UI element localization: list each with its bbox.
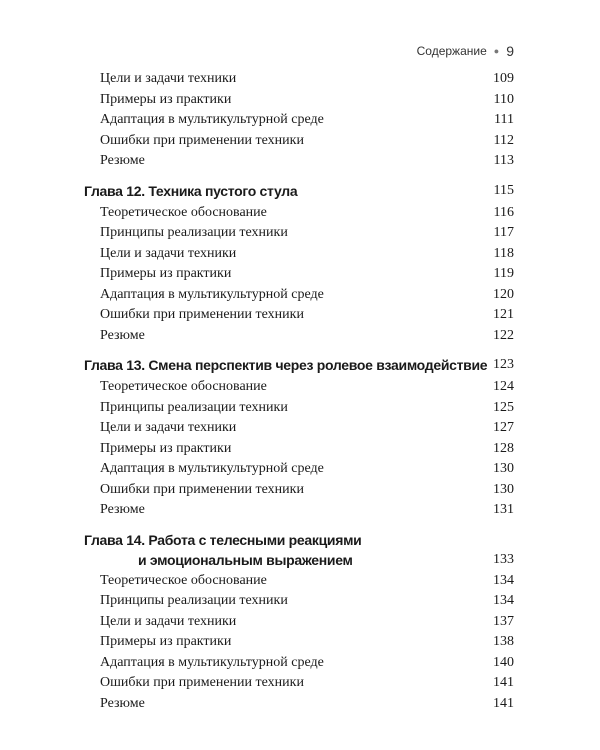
toc-page-number: 141 <box>493 675 514 690</box>
toc-entry-title: Адаптация в мультикультурной среде <box>100 286 324 302</box>
toc-entry <box>0 696 600 717</box>
toc-entry-title: Цели и задачи техники <box>100 245 237 261</box>
toc-page-number: 118 <box>493 245 514 261</box>
toc-page-number: 109 <box>493 71 514 86</box>
toc-entry <box>0 225 600 246</box>
toc-entry <box>0 675 600 696</box>
toc-entry <box>0 153 600 174</box>
toc-page-number: 138 <box>493 634 514 649</box>
toc-page-number: 127 <box>493 420 514 435</box>
toc-chapter-heading <box>0 183 600 204</box>
toc-page-number: 141 <box>493 695 514 711</box>
toc-entry-title: Резюме <box>100 502 145 517</box>
chapter-title: Глава 13. Смена перспектив через ролевое взаимодействие <box>84 357 488 373</box>
running-header <box>417 43 514 59</box>
toc-page-number: 125 <box>493 399 514 415</box>
toc-page-number: 140 <box>493 654 514 670</box>
chapter-title: Глава 14. Работа с телесными реакциями <box>84 531 362 548</box>
toc-entry-title: Резюме <box>100 695 145 711</box>
toc-entry-title: Адаптация в мультикультурной среде <box>100 112 324 127</box>
toc-entry-title: Примеры из практики <box>100 440 232 456</box>
toc-entry <box>0 92 600 113</box>
chapter-title-line2: и эмоциональным выражением <box>138 551 353 568</box>
toc-entry <box>0 71 600 92</box>
toc-entry <box>0 573 600 594</box>
toc-page-number: 116 <box>493 204 514 220</box>
separator-dot-icon: ● <box>493 46 500 56</box>
toc-entry-title: Ошибки при применении техники <box>100 481 304 497</box>
toc-page-number: 123 <box>493 357 514 372</box>
toc-entry-title: Примеры из практики <box>100 91 232 107</box>
toc-page-number: 113 <box>493 153 514 168</box>
toc-entry <box>0 461 600 482</box>
toc-page-number: 120 <box>493 286 514 302</box>
toc-entry <box>0 400 600 421</box>
toc-entry-title: Примеры из практики <box>100 266 232 281</box>
page-number: 9 <box>506 43 514 59</box>
toc-entry-title: Резюме <box>100 327 145 343</box>
toc-entry-title: Резюме <box>100 153 145 168</box>
section-title: Содержание <box>416 44 487 58</box>
toc-entry <box>0 246 600 267</box>
toc-page-number: 121 <box>493 307 514 322</box>
toc-entry <box>0 328 600 349</box>
toc-entry <box>0 655 600 676</box>
toc-entry-title: Цели и задачи техники <box>100 613 237 629</box>
toc-entry <box>0 379 600 400</box>
toc-page-number: 110 <box>493 91 514 107</box>
toc-page-number: 115 <box>493 182 514 198</box>
toc-page-number: 134 <box>493 593 514 608</box>
toc-page-number: 119 <box>493 266 514 281</box>
toc-entry <box>0 441 600 462</box>
toc-page-number: 137 <box>493 613 514 629</box>
toc-entry <box>0 614 600 635</box>
chapter-title: Глава 12. Техника пустого стула <box>84 182 298 199</box>
toc-page-number: 130 <box>493 461 514 476</box>
toc-entry <box>0 593 600 614</box>
toc-entry-title: Ошибки при применении техники <box>100 132 304 148</box>
toc-entry-title: Адаптация в мультикультурной среде <box>100 461 324 476</box>
toc-entry <box>0 502 600 523</box>
toc-entry <box>0 482 600 503</box>
toc-entry <box>0 287 600 308</box>
toc-page-number: 124 <box>493 379 514 394</box>
toc-entry-title: Теоретическое обоснование <box>100 204 267 220</box>
toc-entry <box>0 112 600 133</box>
toc-entry <box>0 266 600 287</box>
toc-entry <box>0 205 600 226</box>
toc-entry-title: Цели и задачи техники <box>100 420 237 435</box>
toc-entry-title: Примеры из практики <box>100 634 232 649</box>
toc-entry <box>0 133 600 154</box>
toc-page-number: 111 <box>494 112 514 127</box>
toc-chapter-heading <box>0 531 600 568</box>
toc-page-number: 130 <box>493 481 514 497</box>
toc-entry <box>0 634 600 655</box>
toc-page-number: 117 <box>493 225 514 240</box>
toc-entry-title: Теоретическое обоснование <box>100 379 267 394</box>
toc-entry-title: Принципы реализации техники <box>100 399 288 415</box>
toc-entry-title: Ошибки при применении техники <box>100 675 304 690</box>
toc-page-number: 134 <box>493 572 514 588</box>
toc-entry-title: Ошибки при применении техники <box>100 307 304 322</box>
toc-page-number: 122 <box>493 327 514 343</box>
toc-entry-title: Принципы реализации техники <box>100 593 288 608</box>
toc-entry <box>0 307 600 328</box>
toc-page-number: 131 <box>493 502 514 517</box>
toc-page-number: 112 <box>493 132 514 148</box>
toc-chapter-heading <box>0 357 600 378</box>
toc-entry-title: Адаптация в мультикультурной среде <box>100 654 324 670</box>
toc-entry-title: Принципы реализации техники <box>100 225 288 240</box>
toc-entry-title: Теоретическое обоснование <box>100 572 267 588</box>
toc-page-number: 133 <box>493 551 514 567</box>
toc-entry-title: Цели и задачи техники <box>100 71 237 86</box>
toc-page-number: 128 <box>493 440 514 456</box>
toc-entry <box>0 420 600 441</box>
